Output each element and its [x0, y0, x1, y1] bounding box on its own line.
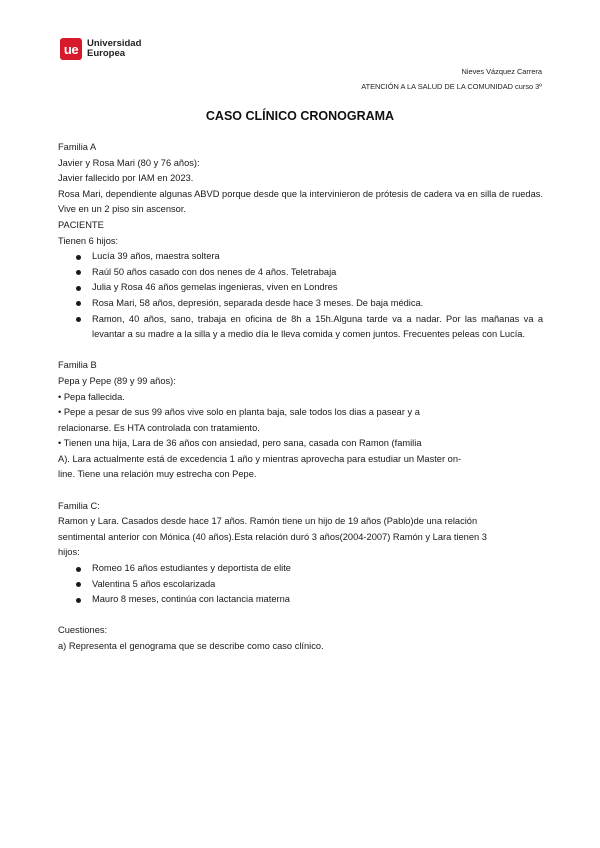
document-title: CASO CLÍNICO CRONOGRAMA — [205, 109, 395, 123]
paragraph-line: a) Representa el genograma que se describe como caso clínico. — [58, 641, 324, 651]
list-item: Valentina 5 años escolarizada — [76, 577, 543, 593]
logo-line-1: Universidad — [87, 38, 142, 49]
paragraph-line: line. Tiene una relación muy estrecha con Pepe. — [58, 469, 257, 480]
paragraph-line: • Pepe a pesar de sus 99 años vive solo en planta baja, sale todos los dias a pasear y a — [58, 407, 420, 418]
familia-a-heading: Familia A — [58, 142, 97, 152]
paragraph-line: Javier fallecido por IAM en 2023. — [58, 173, 194, 184]
familia-b-heading: Familia B — [58, 360, 97, 371]
paragraph-line: A). Lara actualmente está de excedencia 1 año y mientras aprovecha para estudiar un Master on- — [58, 453, 462, 464]
paragraph-line: Tienen 6 hijos: — [58, 235, 119, 246]
paragraph-line: sentimental anterior con Mónica (40 años).Esta relación duró 3 años(2004-2007) Ramón y Lara tienen 3 — [58, 531, 487, 542]
paragraph-line: • Tienen una hija, Lara de 36 años con ansiedad, pero sana, casada con Ramon (familia — [58, 438, 422, 449]
document-body — [58, 140, 543, 655]
list-item: Mauro 8 meses, continúa con lactancia materna — [76, 592, 543, 608]
paragraph-line: Ramon y Lara. Casados desde hace 17 años. Ramón tiene un hijo de 19 años (Pablo)de una relación — [58, 516, 478, 527]
list-item: Romeo 16 años estudiantes y deportista de elite — [76, 561, 543, 577]
list-item: Rosa Mari, 58 años, depresión, separada desde hace 3 meses. De baja médica. — [76, 296, 543, 312]
list-item: Raúl 50 años casado con dos nenes de 4 años. Teletrabaja — [76, 265, 543, 281]
familia-c-heading: Familia C: — [58, 500, 100, 511]
paragraph-line: PACIENTE — [58, 219, 104, 230]
list-item: Ramon, 40 años, sano, trabaja en oficina de 8h a 15h.Alguna tarde va a nadar. Por las mañanas va a levantar a su madre a la silla y a medio día le lleva comida y comen juntos. Frecuentes peleas con Lucía. — [76, 312, 543, 343]
paragraph-line: relacionarse. Es HTA controlada con tratamiento. — [58, 422, 260, 433]
university-logo — [60, 38, 141, 60]
paragraph-line: Javier y Rosa Mari (80 y 76 años): — [58, 157, 200, 168]
list-item: Julia y Rosa 46 años gemelas ingenieras, viven en Londres — [76, 280, 543, 296]
list-item: Lucía 39 años, maestra soltera — [76, 249, 543, 265]
paragraph-line: • Pepa fallecida. — [58, 391, 125, 402]
paragraph-line: hijos: — [58, 547, 80, 558]
familia-a-children-list — [58, 249, 543, 343]
paragraph-line: Rosa Mari, dependiente algunas ABVD porque desde que la intervinieron de prótesis de cadera va en silla de ruedas. Vive en un 2 piso sin ascensor. — [58, 188, 543, 215]
course-name: ATENCIÓN A LA SALUD DE LA COMUNIDAD curso 3º — [361, 82, 542, 91]
logo-wordmark — [87, 39, 141, 59]
paragraph-line: Pepa y Pepe (89 y 99 años): — [58, 375, 176, 386]
logo-line-2: Europea — [87, 48, 126, 59]
familia-c-children-list — [58, 561, 543, 608]
author-name: Nieves Vázquez Carrera — [461, 67, 542, 76]
ue-logo-icon: ue — [60, 38, 82, 60]
cuestiones-heading: Cuestiones: — [58, 625, 108, 636]
